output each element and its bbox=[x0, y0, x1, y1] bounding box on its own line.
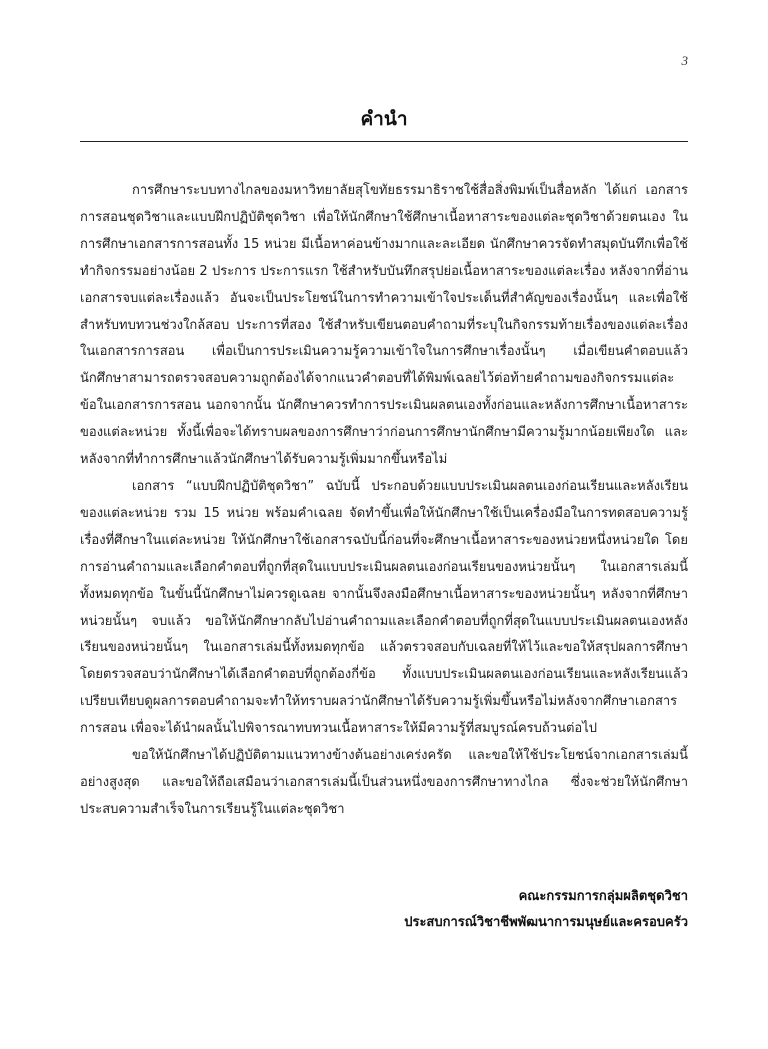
signature-block bbox=[404, 884, 688, 936]
paragraph-1: การศึกษาระบบทางไกลของมหาวิทยาลัยสุโขทัยธรรมาธิราชใช้สื่อสิ่งพิมพ์เป็นสื่อหลัก ได้แก่ เอกสารการสอนชุดวิชาและแบบฝึกปฏิบัติชุดวิชา เพื่อให้นักศึกษาใช้ศึกษาเนื้อหาสาระของแต่ละชุดวิชาด้วยตนเอง ในการศึกษาเอกสารการสอนทั้ง 15 หน่วย มีเนื้อหาค่อนข้างมากและละเอียด นักศึกษาควรจัดทำสมุดบันทึกเพื่อใช้ทำกิจกรรมอย่างน้อย 2 ประการ ประการแรก ใช้สำหรับบันทึกสรุปย่อเนื้อหาสาระของแต่ละเรื่อง หลังจากที่อ่านเอกสารจบแต่ละเรื่องแล้ว อันจะเป็นประโยชน์ในการทำความเข้าใจประเด็นที่สำคัญของเรื่องนั้นๆ และเพื่อใช้สำหรับทบทวนช่วงใกล้สอบ ประการที่สอง ใช้สำหรับเขียนตอบคำถามที่ระบุในกิจกรรมท้ายเรื่องของแต่ละเรื่องในเอกสารการสอน เพื่อเป็นการประเมินความรู้ความเข้าใจในการศึกษาเรื่องนั้นๆ เมื่อเขียนคำตอบแล้วนักศึกษาสามารถตรวจสอบความถูกต้องได้จากแนวคำตอบที่ได้พิมพ์เฉลยไว้ต่อท้ายคำถามของกิจกรรมแต่ละข้อในเอกสารการสอน นอกจากนั้น นักศึกษาควรทำการประเมินผลตนเองทั้งก่อนและหลังการศึกษาเนื้อหาสาระของแต่ละหน่วย ทั้งนี้เพื่อจะได้ทราบผลของการศึกษาว่าก่อนการศึกษานักศึกษามีความรู้มากน้อยเพียงใด และหลังจากที่ทำการศึกษาแล้วนักศึกษาได้รับความรู้เพิ่มมากขึ้นหรือไม่ bbox=[80, 183, 688, 468]
signature-program: ประสบการณ์วิชาชีพพัฒนาการมนุษย์และครอบครัว bbox=[404, 915, 688, 930]
signature-committee: คณะกรรมการกลุ่มผลิตชุดวิชา bbox=[518, 889, 688, 904]
paragraph-3: ขอให้นักศึกษาได้ปฏิบัติตามแนวทางข้างต้นอย่างเคร่งครัด และขอให้ใช้ประโยชน์จากเอกสารเล่มนี้อย่างสูงสุด และขอให้ถือเสมือนว่าเอกสารเล่มนี้เป็นส่วนหนึ่งของการศึกษาทางไกล ซึ่งจะช่วยให้นักศึกษาประสบความสำเร็จในการเรียนรู้ในแต่ละชุดวิชา bbox=[80, 748, 688, 817]
paragraph-2: เอกสาร “แบบฝึกปฏิบัติชุดวิชา” ฉบับนี้ ประกอบด้วยแบบประเมินผลตนเองก่อนเรียนและหลังเรียนของแต่ละหน่วย รวม 15 หน่วย พร้อมคำเฉลย จัดทำขึ้นเพื่อให้นักศึกษาใช้เป็นเครื่องมือในการทดสอบความรู้เรื่องที่ศึกษาในแต่ละหน่วย ให้นักศึกษาใช้เอกสารฉบับนี้ก่อนที่จะศึกษาเนื้อหาสาระของหน่วยหนึ่งหน่วยใด โดยการอ่านคำถามและเลือกคำตอบที่ถูกที่สุดในแบบประเมินผลตนเองก่อนเรียนของหน่วยนั้นๆ ในเอกสารเล่มนี้ทั้งหมดทุกข้อ ในขั้นนี้นักศึกษาไม่ควรดูเฉลย จากนั้นจึงลงมือศึกษาเนื้อหาสาระของหน่วยนั้นๆ หลังจากที่ศึกษาหน่วยนั้นๆ จบแล้ว ขอให้นักศึกษากลับไปอ่านคำถามและเลือกคำตอบที่ถูกที่สุดในแบบประเมินผลตนเองหลังเรียนของหน่วยนั้นๆ ในเอกสารเล่มนี้ทั้งหมดทุกข้อ แล้วตรวจสอบกับเฉลยที่ให้ไว้และขอให้สรุปผลการศึกษาโดยตรวจสอบว่านักศึกษาได้เลือกคำตอบที่ถูกต้องกี่ข้อ ทั้งแบบประเมินผลตนเองก่อนเรียนและหลังเรียนแล้วเปรียบเทียบดูผลการตอบคำถามจะทำให้ทราบผลว่านักศึกษาได้รับความรู้เพิ่มขึ้นหรือไม่หลังจากศึกษาเอกสารการสอน เพื่อจะได้นำผลนั้นไปพิจารณาทบทวนเนื้อหาสาระให้มีความรู้ที่สมบูรณ์ครบถ้วนต่อไป bbox=[80, 478, 688, 737]
page-title: คำนำ bbox=[360, 108, 408, 130]
page-number: 3 bbox=[681, 53, 688, 68]
title-underline-divider bbox=[80, 141, 688, 142]
preface-body bbox=[80, 178, 688, 824]
